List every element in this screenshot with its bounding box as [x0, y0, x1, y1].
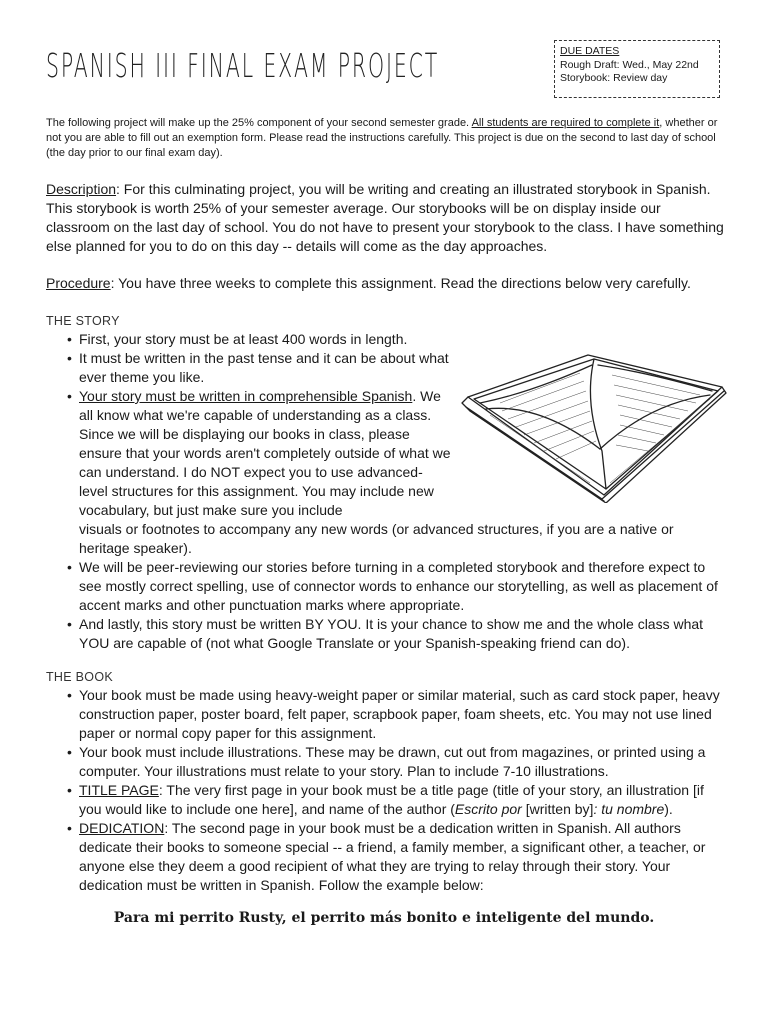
- story-item-underlined: Your story must be written in comprehensible Spanish: [79, 388, 413, 404]
- open-book-icon: [460, 333, 728, 503]
- book-item-text: : The very first page in your book must be a title page (title of your story, an illustration [if you would like to include one here], and name of the author (: [79, 782, 704, 817]
- intro-required-notice: All students are required to complete it: [471, 117, 660, 129]
- book-item-text: Your book must be made using heavy-weight paper or similar material, such as card stock paper, heavy construction paper, poster board, felt paper, scrapbook paper, foam sheets, etc. You may not use lined paper or normal copy paper for this assignment.: [79, 687, 720, 741]
- book-item-italic: : tu nombre: [593, 801, 665, 817]
- dedication-example: Para mi perrito Rusty, el perrito más bonito e inteligente del mundo.: [113, 910, 655, 926]
- intro-text-before: The following project will make up the 25% component of your second semester grade.: [46, 117, 472, 129]
- book-item-text: [written by]: [521, 801, 594, 817]
- book-item-italic: Escrito por: [454, 801, 522, 817]
- list-item: [64, 686, 724, 743]
- list-item: [64, 781, 724, 819]
- story-item-narrow-text: . We all know what we're capable of understanding as a class. Since we will be displaying our books in class, please ensure that your words aren't completely outside of what we can understand. I do NOT expect you to use advanced-level structures for this assignment. You may include new vocabulary, but just make sure you include: [79, 388, 451, 518]
- story-item-text: • It must be written in the past tense and it can be about what ever theme you like.: [79, 350, 449, 385]
- procedure-text: : You have three weeks to complete this assignment. Read the directions below very carefully.: [110, 275, 691, 291]
- description-paragraph: [46, 180, 724, 256]
- procedure-label: Procedure: [46, 275, 111, 291]
- story-item-text: [79, 387, 451, 520]
- book-section-heading: THE BOOK: [46, 670, 113, 684]
- title-page-label: TITLE PAGE: [79, 782, 159, 798]
- story-section-heading: THE STORY: [46, 314, 120, 328]
- description-text: : For this culminating project, you will be writing and creating an illustrated storybook in Spanish. This storybook is worth 25% of your semester average. Our storybooks will be on display inside our classroom on the last day of school. You do not have to present your storybook to the class. I have something else planned for you to do on this day -- details will come as the day approaches.: [46, 181, 724, 254]
- intro-paragraph: [46, 116, 722, 161]
- story-item-text: • First, your story must be at least 400 words in length.: [79, 331, 408, 347]
- description-label: Description: [46, 181, 117, 197]
- list-item: [64, 558, 724, 615]
- book-item-text: ).: [664, 801, 673, 817]
- book-list: [64, 686, 724, 895]
- list-item: [64, 615, 724, 653]
- storybook-date: Storybook: Review day: [560, 72, 668, 84]
- dedication-label: DEDICATION: [79, 820, 165, 836]
- book-item-text: Your book must include illustrations. These may be drawn, cut out from magazines, or printed using a computer. Your illustrations must relate to your story. Plan to include 7-10 illustrations.: [79, 744, 706, 779]
- rough-draft-date: Rough Draft: Wed., May 22nd: [560, 58, 699, 71]
- due-dates-box: [554, 40, 720, 98]
- intro-text-after: , whether or not you are able to fill out an exemption form. Please read the instructions carefully. This project is due on the second to last day of school (the day prior to our final exam day).: [46, 117, 718, 159]
- book-item-text: : The second page in your book must be a dedication written in Spanish. All authors dedicate their books to someone special -- a friend, a family member, a significant other, a teacher, or anyone else they deem a good recipient of what they are trying to relay through their story. Your dedication must be written in Spanish. Follow the example below:: [79, 820, 706, 893]
- due-dates-heading: DUE DATES: [560, 45, 620, 57]
- list-item: [64, 819, 724, 895]
- story-item-text: We will be peer-reviewing our stories before turning in a completed storybook and therefore expect to see mostly correct spelling, use of connector words to enhance our storytelling, as well as placement of accent marks and other punctuation marks where appropriate.: [79, 559, 718, 613]
- list-item: [64, 743, 724, 781]
- procedure-paragraph: [46, 274, 724, 293]
- story-item-text: And lastly, this story must be written BY YOU. It is your chance to show me and the whole class what YOU are capable of (not what Google Translate or your Spanish-speaking friend can do).: [79, 616, 704, 651]
- story-item-rest-text: visuals or footnotes to accompany any new words (or advanced structures, if you are a native or heritage speaker).: [79, 521, 674, 556]
- page-title: SPANISH III FINAL EXAM PROJECT: [46, 46, 440, 85]
